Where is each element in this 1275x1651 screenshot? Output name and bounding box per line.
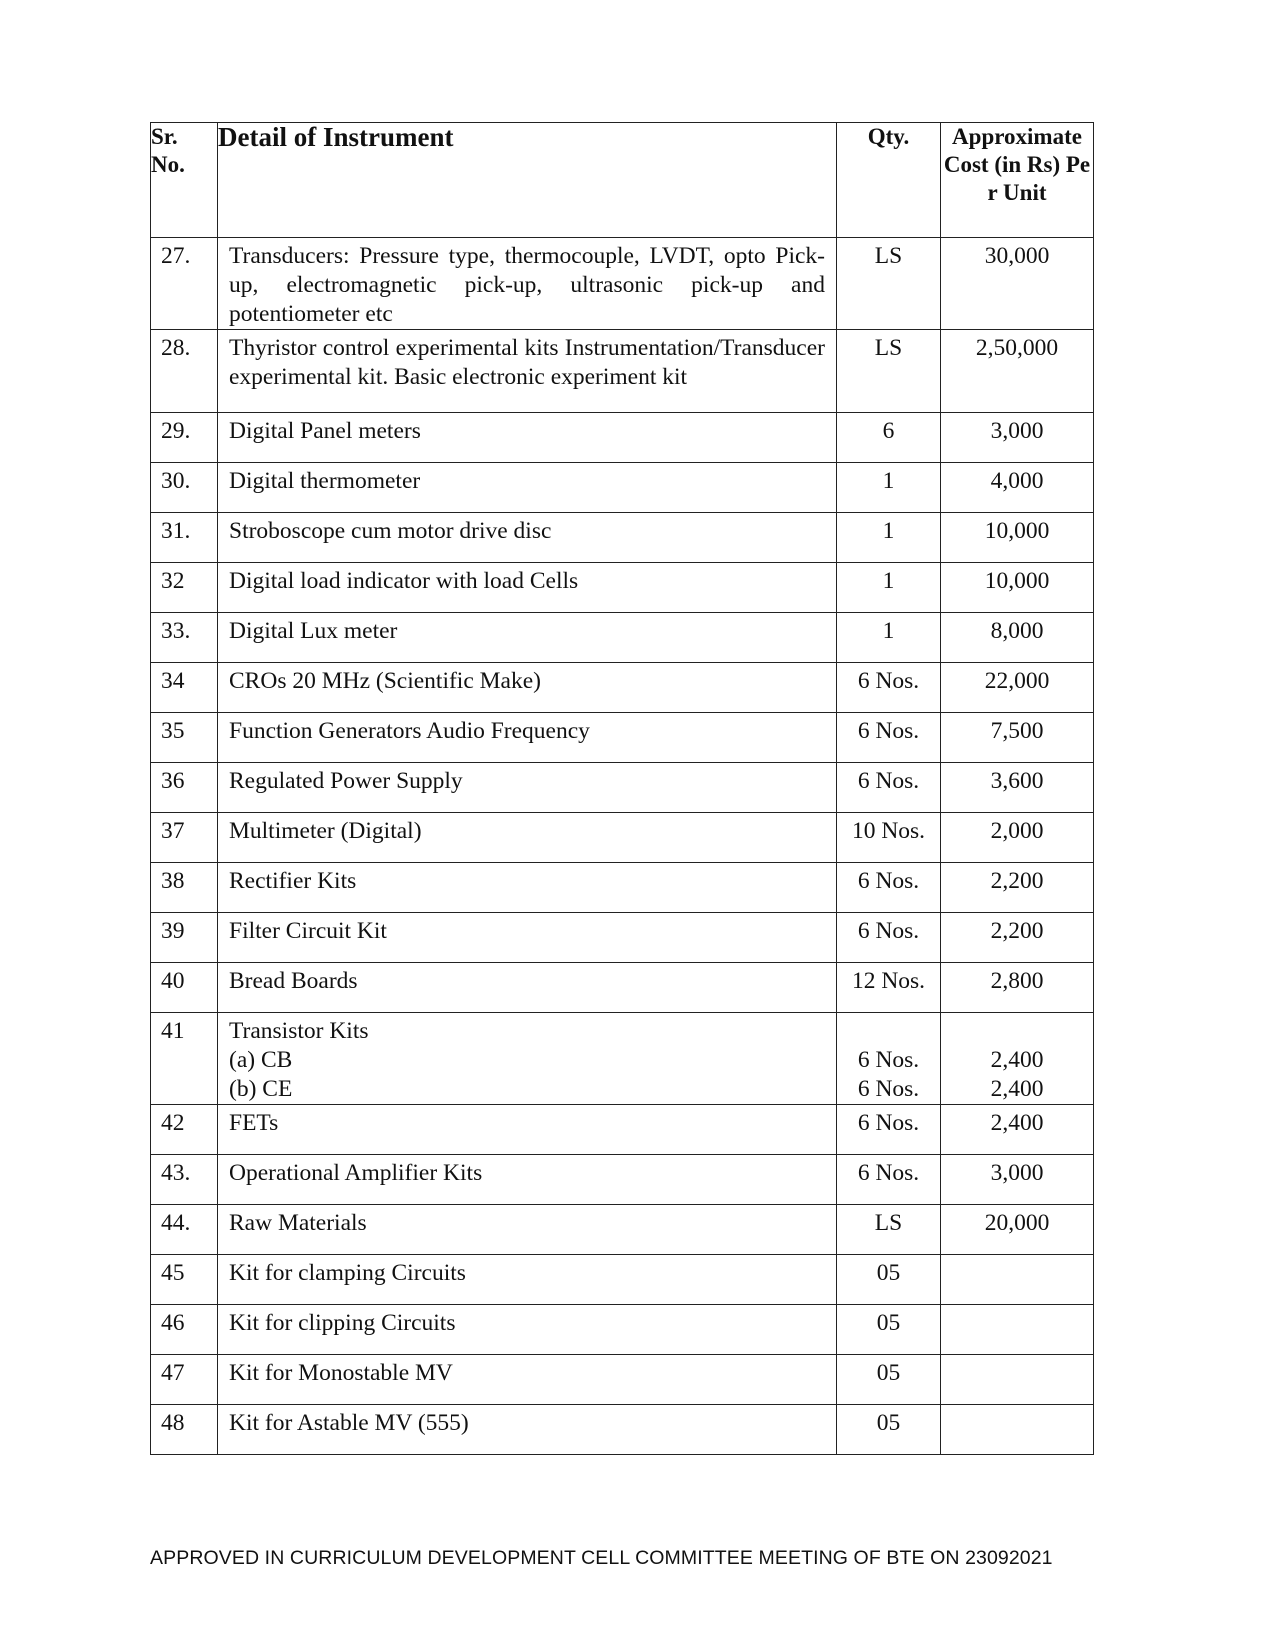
row-cost bbox=[941, 1305, 1094, 1355]
row-cost: 3,600 bbox=[941, 763, 1094, 813]
row-sr: 28. bbox=[151, 330, 218, 413]
row-qty: LS bbox=[837, 238, 941, 330]
row-sr: 43. bbox=[151, 1155, 218, 1205]
table-row bbox=[151, 463, 1094, 513]
header-cost: Approximate Cost (in Rs) Per Unit bbox=[941, 123, 1094, 238]
row-qty: 1 bbox=[837, 463, 941, 513]
row-detail: Function Generators Audio Frequency bbox=[218, 713, 837, 763]
row-detail: Multimeter (Digital) bbox=[218, 813, 837, 863]
row-detail: Filter Circuit Kit bbox=[218, 913, 837, 963]
row-sr: 44. bbox=[151, 1205, 218, 1255]
table-row bbox=[151, 913, 1094, 963]
row-qty: 1 bbox=[837, 563, 941, 613]
row-detail: Transducers: Pressure type, thermocouple, LVDT, opto Pick-up, electromagnetic pick-up, ultrasonic pick-up and potentiometer etc bbox=[218, 238, 837, 330]
row-sr: 34 bbox=[151, 663, 218, 713]
row-cost: 10,000 bbox=[941, 513, 1094, 563]
row-cost: 8,000 bbox=[941, 613, 1094, 663]
header-sr-no: Sr. No. bbox=[151, 123, 218, 238]
table-row bbox=[151, 813, 1094, 863]
row-cost: 2,50,000 bbox=[941, 330, 1094, 413]
row-cost: 10,000 bbox=[941, 563, 1094, 613]
row-cost: 4,000 bbox=[941, 463, 1094, 513]
row-cost bbox=[941, 1255, 1094, 1305]
row-detail: CROs 20 MHz (Scientific Make) bbox=[218, 663, 837, 713]
row-detail: Thyristor control experimental kits Instrumentation/Transducer experimental kit. Basic electronic experiment kit bbox=[218, 330, 837, 413]
row-sr: 47 bbox=[151, 1355, 218, 1405]
row-detail: FETs bbox=[218, 1105, 837, 1155]
table-row bbox=[151, 963, 1094, 1013]
table-row bbox=[151, 513, 1094, 563]
table-row bbox=[151, 563, 1094, 613]
table-row bbox=[151, 613, 1094, 663]
row-qty: 6 Nos. bbox=[837, 663, 941, 713]
row-cost: 3,000 bbox=[941, 1155, 1094, 1205]
row-qty: 1 bbox=[837, 513, 941, 563]
row-qty: 6 Nos. bbox=[837, 763, 941, 813]
row-detail-sub: (a) CB bbox=[229, 1047, 293, 1073]
row-cost bbox=[941, 1013, 1094, 1105]
instrument-table bbox=[150, 122, 1094, 1455]
row-cost: 20,000 bbox=[941, 1205, 1094, 1255]
row-detail: Bread Boards bbox=[218, 963, 837, 1013]
table-row bbox=[151, 1105, 1094, 1155]
row-qty: 6 Nos. bbox=[837, 1155, 941, 1205]
row-cost: 2,200 bbox=[941, 913, 1094, 963]
row-qty: 6 Nos. bbox=[837, 713, 941, 763]
row-detail-main: Transistor Kits bbox=[229, 1018, 369, 1044]
row-detail: Kit for Astable MV (555) bbox=[218, 1405, 837, 1455]
row-detail: Rectifier Kits bbox=[218, 863, 837, 913]
table-body bbox=[151, 238, 1094, 1455]
row-sr: 30. bbox=[151, 463, 218, 513]
row-qty: 6 Nos. bbox=[837, 1105, 941, 1155]
row-detail: Digital Panel meters bbox=[218, 413, 837, 463]
table-row bbox=[151, 1355, 1094, 1405]
row-cost: 22,000 bbox=[941, 663, 1094, 713]
row-detail: Kit for clipping Circuits bbox=[218, 1305, 837, 1355]
row-detail bbox=[218, 1013, 837, 1105]
table-row bbox=[151, 1155, 1094, 1205]
row-qty: 1 bbox=[837, 613, 941, 663]
row-cost-sub: 2,400 bbox=[990, 1047, 1044, 1073]
row-qty: 05 bbox=[837, 1255, 941, 1305]
row-qty: 6 bbox=[837, 413, 941, 463]
row-sr: 40 bbox=[151, 963, 218, 1013]
row-qty bbox=[837, 1013, 941, 1105]
row-cost: 2,800 bbox=[941, 963, 1094, 1013]
row-sr: 42 bbox=[151, 1105, 218, 1155]
table-row bbox=[151, 1255, 1094, 1305]
row-qty: 6 Nos. bbox=[837, 913, 941, 963]
row-qty: 05 bbox=[837, 1405, 941, 1455]
row-sr: 29. bbox=[151, 413, 218, 463]
row-sr: 38 bbox=[151, 863, 218, 913]
row-detail: Kit for Monostable MV bbox=[218, 1355, 837, 1405]
table-row bbox=[151, 1013, 1094, 1105]
row-detail: Stroboscope cum motor drive disc bbox=[218, 513, 837, 563]
row-qty: 6 Nos. bbox=[837, 863, 941, 913]
row-sr: 33. bbox=[151, 613, 218, 663]
row-detail: Digital load indicator with load Cells bbox=[218, 563, 837, 613]
table-header-row bbox=[151, 123, 1094, 238]
row-qty: 12 Nos. bbox=[837, 963, 941, 1013]
row-sr: 27. bbox=[151, 238, 218, 330]
row-cost: 7,500 bbox=[941, 713, 1094, 763]
row-sr: 46 bbox=[151, 1305, 218, 1355]
table-row bbox=[151, 663, 1094, 713]
row-sr: 36 bbox=[151, 763, 218, 813]
row-sr: 41 bbox=[151, 1013, 218, 1105]
table-row bbox=[151, 863, 1094, 913]
row-qty: 05 bbox=[837, 1305, 941, 1355]
row-detail: Digital Lux meter bbox=[218, 613, 837, 663]
row-sr: 35 bbox=[151, 713, 218, 763]
table-row bbox=[151, 330, 1094, 413]
row-sr: 32 bbox=[151, 563, 218, 613]
row-detail: Operational Amplifier Kits bbox=[218, 1155, 837, 1205]
header-detail: Detail of Instrument bbox=[218, 123, 837, 238]
row-qty-sub: 6 Nos. bbox=[857, 1047, 920, 1073]
row-cost bbox=[941, 1405, 1094, 1455]
row-detail-sub: (b) CE bbox=[229, 1076, 293, 1102]
row-detail: Raw Materials bbox=[218, 1205, 837, 1255]
table-row bbox=[151, 1305, 1094, 1355]
table-row bbox=[151, 1205, 1094, 1255]
table-row bbox=[151, 238, 1094, 330]
row-cost-sub: 2,400 bbox=[990, 1076, 1044, 1102]
row-cost: 2,200 bbox=[941, 863, 1094, 913]
row-cost: 2,400 bbox=[941, 1105, 1094, 1155]
header-qty: Qty. bbox=[837, 123, 941, 238]
row-cost: 3,000 bbox=[941, 413, 1094, 463]
approval-footer: APPROVED IN CURRICULUM DEVELOPMENT CELL COMMITTEE MEETING OF BTE ON 23092021 bbox=[150, 1547, 1053, 1569]
row-cost: 30,000 bbox=[941, 238, 1094, 330]
table-row bbox=[151, 713, 1094, 763]
row-detail: Kit for clamping Circuits bbox=[218, 1255, 837, 1305]
row-sr: 39 bbox=[151, 913, 218, 963]
row-qty: LS bbox=[837, 1205, 941, 1255]
row-qty: LS bbox=[837, 330, 941, 413]
row-sr: 37 bbox=[151, 813, 218, 863]
row-qty-sub: 6 Nos. bbox=[857, 1076, 920, 1102]
row-sr: 48 bbox=[151, 1405, 218, 1455]
table-row bbox=[151, 1405, 1094, 1455]
row-qty: 05 bbox=[837, 1355, 941, 1405]
table-row bbox=[151, 413, 1094, 463]
row-cost bbox=[941, 1355, 1094, 1405]
row-sr: 31. bbox=[151, 513, 218, 563]
row-detail: Digital thermometer bbox=[218, 463, 837, 513]
row-detail: Regulated Power Supply bbox=[218, 763, 837, 813]
row-qty: 10 Nos. bbox=[837, 813, 941, 863]
table-row bbox=[151, 763, 1094, 813]
row-cost: 2,000 bbox=[941, 813, 1094, 863]
row-sr: 45 bbox=[151, 1255, 218, 1305]
